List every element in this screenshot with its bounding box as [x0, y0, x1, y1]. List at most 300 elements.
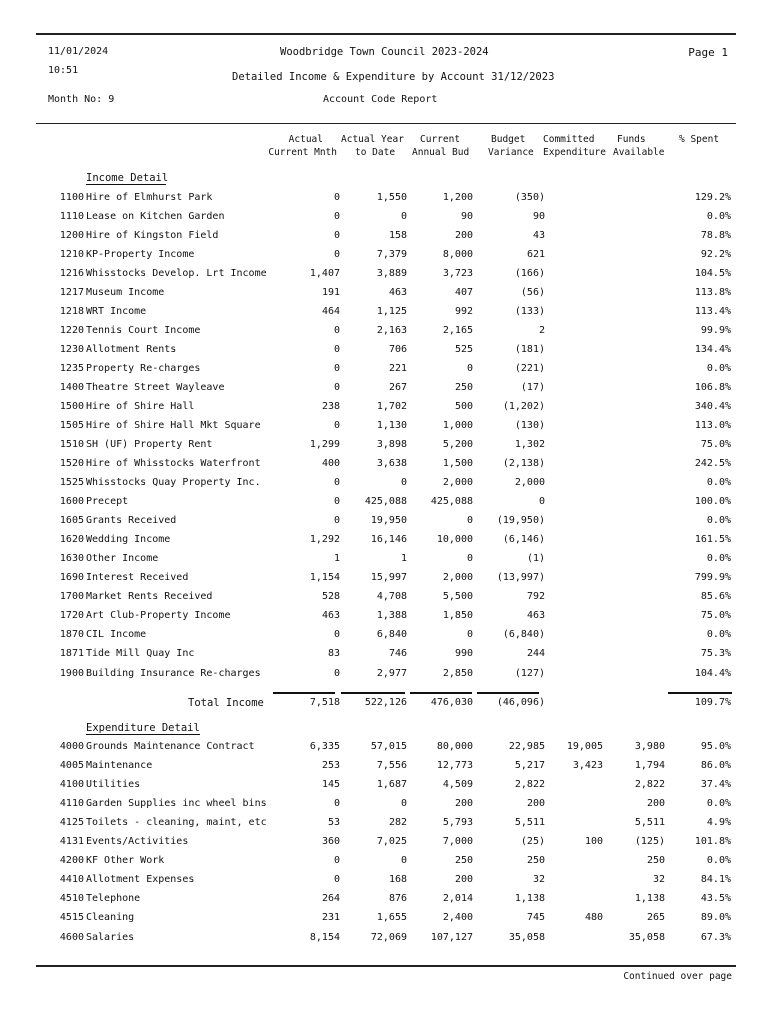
total-variance: (46,096): [496, 697, 545, 708]
account-description: Theatre Street Wayleave: [86, 382, 225, 394]
actual-year-to-date: 706: [388, 344, 407, 356]
actual-year-to-date: 1,388: [376, 610, 407, 622]
percent-spent: 4.9%: [706, 817, 731, 829]
account-description: Events/Activities: [86, 836, 189, 848]
account-code: 1900: [59, 667, 84, 679]
account-description: Lease on Kitchen Garden: [86, 211, 225, 223]
col-comm-line2: Expenditure: [543, 147, 606, 158]
budget-variance: 1,302: [514, 439, 545, 451]
table-row: [0, 534, 770, 553]
current-annual-budget: 1,850: [442, 610, 473, 622]
current-annual-budget: 4,509: [442, 779, 473, 791]
actual-current-month: 0: [333, 496, 340, 508]
actual-current-month: 0: [333, 230, 340, 242]
current-annual-budget: 250: [454, 382, 473, 394]
actual-current-month: 264: [321, 893, 340, 905]
account-code: 1510: [59, 439, 84, 451]
actual-year-to-date: 463: [388, 287, 407, 299]
header-rule: [36, 123, 736, 124]
account-description: Tide Mill Quay Inc: [86, 648, 195, 660]
table-row: [0, 268, 770, 287]
actual-year-to-date: 1,655: [376, 912, 407, 924]
account-code: 1220: [59, 325, 84, 337]
current-annual-budget: 0: [466, 629, 473, 641]
current-annual-budget: 0: [466, 553, 473, 565]
percent-spent: 101.8%: [694, 836, 731, 848]
funds-available: 265: [646, 912, 665, 924]
current-annual-budget: 3,723: [442, 268, 473, 280]
table-row: [0, 855, 770, 874]
actual-current-month: 191: [321, 287, 340, 299]
percent-spent: 75.0%: [700, 439, 731, 451]
account-code: 1218: [59, 306, 84, 318]
percent-spent: 75.0%: [700, 610, 731, 622]
actual-year-to-date: 425,088: [364, 496, 407, 508]
account-description: Hire of Shire Hall Mkt Square: [86, 420, 261, 432]
actual-year-to-date: 746: [388, 648, 407, 660]
actual-current-month: 400: [321, 458, 340, 470]
col-bud-line2: Annual Bud: [412, 147, 470, 158]
percent-spent: 0.0%: [706, 211, 731, 223]
actual-current-month: 253: [321, 760, 340, 772]
total-spent: 109.7%: [694, 697, 731, 708]
budget-variance: (19,950): [496, 515, 545, 527]
account-code: 1690: [59, 572, 84, 584]
table-row: [0, 401, 770, 420]
col-spent-line1: % Spent: [679, 134, 720, 145]
funds-available: 200: [646, 798, 665, 810]
percent-spent: 95.0%: [700, 741, 731, 752]
current-annual-budget: 250: [454, 855, 473, 867]
expenditure-title-underline: [86, 734, 200, 735]
account-code: 1871: [59, 648, 84, 660]
total-rule-budget: [410, 692, 472, 694]
budget-variance: 35,058: [508, 931, 545, 943]
committed-expenditure: 3,423: [572, 760, 603, 772]
total-rule-actual: [273, 692, 335, 694]
account-code: 1100: [59, 192, 84, 203]
table-row: [0, 798, 770, 817]
actual-year-to-date: 7,379: [376, 249, 407, 261]
budget-variance: (130): [514, 420, 545, 432]
account-code: 4200: [59, 855, 84, 867]
account-code: 1700: [59, 591, 84, 603]
funds-available: 3,980: [634, 741, 665, 752]
actual-current-month: 1,292: [309, 534, 340, 546]
current-annual-budget: 12,773: [436, 760, 473, 772]
account-description: Hire of Shire Hall: [86, 401, 195, 413]
col-funds-line1: Funds: [617, 134, 646, 145]
account-code: 4515: [59, 912, 84, 924]
actual-current-month: 231: [321, 912, 340, 924]
actual-year-to-date: 57,015: [370, 741, 407, 752]
actual-year-to-date: 267: [388, 382, 407, 394]
actual-current-month: 0: [333, 515, 340, 527]
budget-variance: (1): [526, 553, 545, 565]
account-description: Hire of Elmhurst Park: [86, 192, 213, 203]
budget-variance: 5,217: [514, 760, 545, 772]
table-row: [0, 363, 770, 382]
actual-current-month: 0: [333, 874, 340, 886]
actual-year-to-date: 221: [388, 363, 407, 375]
account-description: Wedding Income: [86, 534, 171, 546]
current-annual-budget: 5,500: [442, 591, 473, 603]
account-code: 1525: [59, 477, 84, 489]
report-type: Account Code Report: [323, 94, 438, 105]
account-description: Hire of Kingston Field: [86, 230, 219, 242]
col-actual-current: [268, 133, 337, 159]
percent-spent: 0.0%: [706, 553, 731, 565]
actual-year-to-date: 0: [400, 798, 407, 810]
current-annual-budget: 2,000: [442, 477, 473, 489]
percent-spent: 0.0%: [706, 629, 731, 641]
actual-current-month: 0: [333, 798, 340, 810]
budget-variance: 43: [532, 230, 545, 242]
table-row: [0, 779, 770, 798]
actual-year-to-date: 1,550: [376, 192, 407, 203]
actual-current-month: 0: [333, 192, 340, 203]
percent-spent: 161.5%: [694, 534, 731, 546]
table-row: [0, 610, 770, 629]
table-row: [0, 287, 770, 306]
table-row: [0, 306, 770, 325]
budget-variance: (166): [514, 268, 545, 280]
total-actual: 7,518: [309, 697, 340, 708]
percent-spent: 104.5%: [694, 268, 731, 280]
current-annual-budget: 2,014: [442, 893, 473, 905]
col-var-line1: Budget: [491, 134, 526, 145]
table-row: [0, 741, 770, 760]
table-row: [0, 211, 770, 230]
account-code: 1217: [59, 287, 84, 299]
top-rule: [36, 33, 736, 35]
col-bud-line1: Current: [420, 134, 461, 145]
budget-variance: (1,202): [502, 401, 545, 413]
funds-available: 1,138: [634, 893, 665, 905]
current-annual-budget: 0: [466, 515, 473, 527]
current-annual-budget: 407: [454, 287, 473, 299]
actual-current-month: 0: [333, 420, 340, 432]
account-description: Utilities: [86, 779, 141, 791]
actual-year-to-date: 1,130: [376, 420, 407, 432]
current-annual-budget: 990: [454, 648, 473, 660]
actual-year-to-date: 282: [388, 817, 407, 829]
current-annual-budget: 2,850: [442, 667, 473, 679]
table-row: [0, 893, 770, 912]
table-row: [0, 874, 770, 893]
actual-current-month: 0: [333, 667, 340, 679]
percent-spent: 0.0%: [706, 855, 731, 867]
actual-year-to-date: 72,069: [370, 931, 407, 943]
actual-current-month: 360: [321, 836, 340, 848]
account-code: 4410: [59, 874, 84, 886]
total-budget: 476,030: [430, 697, 473, 708]
percent-spent: 129.2%: [694, 192, 731, 203]
total-income-row: [0, 697, 770, 716]
percent-spent: 85.6%: [700, 591, 731, 603]
account-code: 1870: [59, 629, 84, 641]
account-code: 1520: [59, 458, 84, 470]
budget-variance: 32: [532, 874, 545, 886]
budget-variance: (127): [514, 667, 545, 679]
percent-spent: 0.0%: [706, 477, 731, 489]
account-description: KF Other Work: [86, 855, 165, 867]
account-description: WRT Income: [86, 306, 147, 318]
table-row: [0, 591, 770, 610]
total-rule-spent: [668, 692, 732, 694]
budget-variance: 2: [538, 325, 545, 337]
current-annual-budget: 1,000: [442, 420, 473, 432]
budget-variance: (181): [514, 344, 545, 356]
actual-year-to-date: 6,840: [376, 629, 407, 641]
actual-current-month: 145: [321, 779, 340, 791]
col-funds-line2: Available: [613, 147, 665, 158]
funds-available: 250: [646, 855, 665, 867]
actual-current-month: 0: [333, 477, 340, 489]
account-description: Whisstocks Develop. Lrt Income: [86, 268, 267, 280]
budget-variance: 244: [526, 648, 545, 660]
current-annual-budget: 2,165: [442, 325, 473, 337]
current-annual-budget: 425,088: [430, 496, 473, 508]
continued-note: Continued over page: [623, 971, 732, 982]
account-code: 1600: [59, 496, 84, 508]
total-ytd: 522,126: [364, 697, 407, 708]
percent-spent: 43.5%: [700, 893, 731, 905]
table-row: [0, 836, 770, 855]
budget-variance: (13,997): [496, 572, 545, 584]
account-code: 1110: [59, 211, 84, 223]
budget-variance: 2,000: [514, 477, 545, 489]
table-row: [0, 192, 770, 211]
percent-spent: 0.0%: [706, 798, 731, 810]
account-description: Telephone: [86, 893, 141, 905]
percent-spent: 99.9%: [700, 325, 731, 337]
actual-current-month: 0: [333, 855, 340, 867]
budget-variance: 22,985: [508, 741, 545, 752]
actual-current-month: 0: [333, 382, 340, 394]
account-description: Other Income: [86, 553, 159, 565]
budget-variance: (56): [520, 287, 545, 299]
funds-available: 5,511: [634, 817, 665, 829]
actual-year-to-date: 1,125: [376, 306, 407, 318]
total-rule-variance: [477, 692, 539, 694]
current-annual-budget: 107,127: [430, 931, 473, 943]
current-annual-budget: 200: [454, 798, 473, 810]
col-actual-line2: Current Mnth: [268, 147, 337, 158]
current-annual-budget: 1,200: [442, 192, 473, 203]
actual-current-month: 528: [321, 591, 340, 603]
actual-year-to-date: 0: [400, 855, 407, 867]
committed-expenditure: 100: [584, 836, 603, 848]
current-annual-budget: 5,200: [442, 439, 473, 451]
table-row: [0, 648, 770, 667]
budget-variance: (133): [514, 306, 545, 318]
account-description: Market Rents Received: [86, 591, 213, 603]
actual-year-to-date: 2,163: [376, 325, 407, 337]
council-title: Woodbridge Town Council 2023-2024: [280, 46, 489, 58]
account-description: KP-Property Income: [86, 249, 195, 261]
current-annual-budget: 2,000: [442, 572, 473, 584]
income-section-title: Income Detail: [86, 172, 169, 184]
actual-year-to-date: 7,556: [376, 760, 407, 772]
table-row: [0, 668, 770, 687]
percent-spent: 100.0%: [694, 496, 731, 508]
table-row: [0, 817, 770, 836]
table-row: [0, 344, 770, 363]
col-comm-line1: Committed: [543, 134, 595, 145]
table-row: [0, 515, 770, 534]
percent-spent: 340.4%: [694, 401, 731, 413]
percent-spent: 113.8%: [694, 287, 731, 299]
income-title-underline: [86, 184, 166, 185]
col-ytd-line1: Actual Year: [341, 134, 404, 145]
account-description: Allotment Rents: [86, 344, 177, 356]
report-title: Detailed Income & Expenditure by Account 31/12/2023: [232, 71, 555, 83]
percent-spent: 67.3%: [700, 931, 731, 943]
account-code: 1605: [59, 515, 84, 527]
actual-current-month: 83: [327, 648, 340, 660]
actual-current-month: 1,407: [309, 268, 340, 280]
account-description: Hire of Whisstocks Waterfront: [86, 458, 261, 470]
account-code: 1400: [59, 382, 84, 394]
percent-spent: 0.0%: [706, 363, 731, 375]
actual-year-to-date: 0: [400, 477, 407, 489]
percent-spent: 37.4%: [700, 779, 731, 791]
actual-year-to-date: 7,025: [376, 836, 407, 848]
account-description: Grants Received: [86, 515, 177, 527]
total-rule-ytd: [341, 692, 405, 694]
actual-current-month: 463: [321, 610, 340, 622]
actual-year-to-date: 2,977: [376, 667, 407, 679]
actual-year-to-date: 4,708: [376, 591, 407, 603]
account-description: Garden Supplies inc wheel bins: [86, 798, 267, 810]
current-annual-budget: 992: [454, 306, 473, 318]
account-code: 1216: [59, 268, 84, 280]
account-description: Maintenance: [86, 760, 153, 772]
account-description: Building Insurance Re-charges: [86, 667, 261, 679]
budget-variance: 1,138: [514, 893, 545, 905]
budget-variance: (221): [514, 363, 545, 375]
budget-variance: (6,840): [502, 629, 545, 641]
percent-spent: 75.3%: [700, 648, 731, 660]
month-number: Month No: 9: [48, 94, 115, 105]
page-number: Page 1: [688, 46, 728, 59]
current-annual-budget: 525: [454, 344, 473, 356]
budget-variance: (2,138): [502, 458, 545, 470]
funds-available: 1,794: [634, 760, 665, 772]
budget-variance: 0: [538, 496, 545, 508]
table-row: [0, 420, 770, 439]
col-current-budget: [412, 133, 469, 159]
account-code: 1505: [59, 420, 84, 432]
total-income-label: Total Income: [188, 697, 264, 709]
percent-spent: 134.4%: [694, 344, 731, 356]
table-row: [0, 249, 770, 268]
actual-current-month: 0: [333, 629, 340, 641]
table-row: [0, 629, 770, 648]
col-actual-ytd: [341, 133, 404, 159]
actual-year-to-date: 1,702: [376, 401, 407, 413]
funds-available: (125): [634, 836, 665, 848]
bottom-rule: [36, 965, 736, 967]
account-code: 4125: [59, 817, 84, 829]
budget-variance: 621: [526, 249, 545, 261]
actual-year-to-date: 876: [388, 893, 407, 905]
budget-variance: 792: [526, 591, 545, 603]
current-annual-budget: 5,793: [442, 817, 473, 829]
account-code: 4005: [59, 760, 84, 772]
account-description: Cleaning: [86, 912, 135, 924]
account-description: Salaries: [86, 931, 135, 943]
current-annual-budget: 90: [460, 211, 473, 223]
actual-year-to-date: 158: [388, 230, 407, 242]
col-percent-spent: [679, 133, 719, 146]
table-row: [0, 325, 770, 344]
table-row: [0, 230, 770, 249]
current-annual-budget: 500: [454, 401, 473, 413]
actual-year-to-date: 168: [388, 874, 407, 886]
account-code: 4600: [59, 931, 84, 943]
account-description: Allotment Expenses: [86, 874, 195, 886]
account-code: 4510: [59, 893, 84, 905]
actual-year-to-date: 19,950: [370, 515, 407, 527]
committed-expenditure: 19,005: [566, 741, 603, 752]
account-code: 1200: [59, 230, 84, 242]
col-funds-available: [613, 133, 664, 159]
budget-variance: (350): [514, 192, 545, 203]
col-var-line2: Variance: [488, 147, 534, 158]
account-code: 4000: [59, 741, 84, 752]
account-code: 1235: [59, 363, 84, 375]
table-row: [0, 382, 770, 401]
account-code: 1210: [59, 249, 84, 261]
actual-current-month: 1: [333, 553, 340, 565]
percent-spent: 92.2%: [700, 249, 731, 261]
actual-year-to-date: 1,687: [376, 779, 407, 791]
actual-current-month: 0: [333, 211, 340, 223]
actual-year-to-date: 0: [400, 211, 407, 223]
table-row: [0, 760, 770, 779]
current-annual-budget: 200: [454, 874, 473, 886]
budget-variance: (6,146): [502, 534, 545, 546]
table-row: [0, 912, 770, 931]
actual-year-to-date: 3,898: [376, 439, 407, 451]
account-code: 4131: [59, 836, 84, 848]
percent-spent: 113.4%: [694, 306, 731, 318]
report-time: 10:51: [48, 65, 79, 76]
budget-variance: (17): [520, 382, 545, 394]
funds-available: 2,822: [634, 779, 665, 791]
actual-year-to-date: 16,146: [370, 534, 407, 546]
actual-current-month: 53: [327, 817, 340, 829]
actual-current-month: 0: [333, 344, 340, 356]
table-row: [0, 439, 770, 458]
percent-spent: 104.4%: [694, 667, 731, 679]
percent-spent: 84.1%: [700, 874, 731, 886]
budget-variance: 5,511: [514, 817, 545, 829]
account-description: Grounds Maintenance Contract: [86, 741, 255, 752]
percent-spent: 106.8%: [694, 382, 731, 394]
account-code: 1230: [59, 344, 84, 356]
current-annual-budget: 8,000: [442, 249, 473, 261]
account-code: 1500: [59, 401, 84, 413]
actual-current-month: 0: [333, 325, 340, 337]
table-row: [0, 496, 770, 515]
col-budget-variance: [488, 133, 534, 159]
current-annual-budget: 10,000: [436, 534, 473, 546]
account-description: Toilets - cleaning, maint, etc: [86, 817, 267, 829]
report-date: 11/01/2024: [48, 46, 109, 57]
